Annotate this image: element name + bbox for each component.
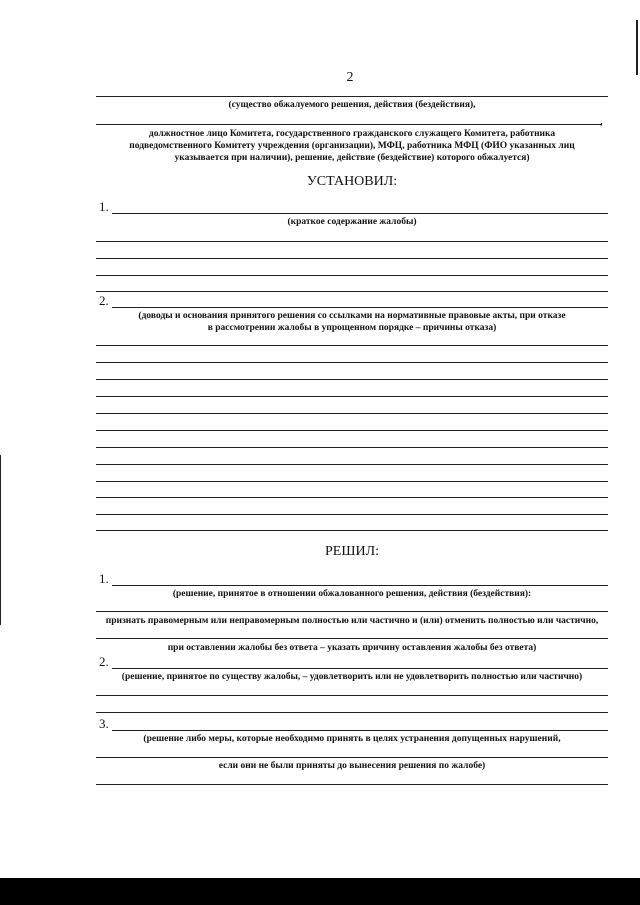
fill-line [112, 213, 608, 214]
decided-item-3-number: 3. [99, 716, 109, 731]
official-caption-line-2: подведомственного Комитету учреждения (организации), МФЦ, работника МФЦ (ФИО указанных лиц [129, 141, 575, 151]
fill-line [96, 712, 608, 713]
scan-edge-right [636, 20, 638, 75]
trailing-comma: , [600, 113, 603, 127]
fill-line [96, 757, 608, 758]
fill-line [96, 275, 608, 276]
fill-line [96, 96, 608, 97]
fill-line [96, 241, 608, 242]
fill-line [96, 530, 608, 531]
fill-line [96, 291, 608, 292]
fill-line [96, 638, 608, 639]
established-item-2-caption-line-2: в рассмотрении жалобы в упрощенном порядке – причины отказа) [207, 323, 497, 333]
established-item-2-number: 2. [99, 293, 109, 308]
fill-line [96, 124, 602, 125]
page-number: 2 [346, 70, 354, 85]
fill-line [112, 585, 608, 586]
decided-item-1-caption: (решение, принятое в отношении обжалованного решения, действия (бездействия): [172, 589, 532, 599]
fill-line [96, 430, 608, 431]
fill-line [112, 668, 608, 669]
decided-heading: РЕШИЛ: [325, 544, 379, 559]
fill-line [96, 464, 608, 465]
fill-line [96, 447, 608, 448]
fill-line [96, 396, 608, 397]
fill-line [96, 611, 608, 612]
decided-item-2-caption: (решение, принятое по существу жалобы, – удовлетворить или не удовлетворить полностью или частично) [121, 672, 583, 682]
established-item-1-number: 1. [99, 199, 109, 214]
established-item-1-caption: (краткое содержание жалобы) [287, 217, 417, 227]
subject-caption: (существо обжалуемого решения, действия (бездействия), [228, 100, 476, 110]
decided-item-2-number: 2. [99, 654, 109, 669]
decided-item-3-caption-line-1: (решение либо меры, которые необходимо принять в целях устранения допущенных нарушений, [143, 734, 561, 744]
decided-item-1-line-2: признать правомерным или неправомерным полностью или частично и (или) отменить полностью или частично, [105, 616, 599, 626]
decided-item-3-caption-line-2: если они не были приняты до вынесения решения по жалобе) [218, 761, 486, 771]
fill-line [96, 413, 608, 414]
established-heading: УСТАНОВИЛ: [306, 174, 398, 189]
fill-line [96, 481, 608, 482]
official-caption-line-1: должностное лицо Комитета, государственного гражданского служащего Комитета, работника [148, 129, 556, 139]
established-item-2-caption-line-1: (доводы и основания принятого решения со ссылками на нормативные правовые акты, при отказе [138, 311, 566, 321]
fill-line [96, 695, 608, 696]
fill-line [112, 307, 608, 308]
fill-line [96, 345, 608, 346]
fill-line [96, 514, 608, 515]
fill-line [96, 379, 608, 380]
decided-item-1-line-3: при оставлении жалобы без ответа – указать причину оставления жалобы без ответа) [167, 643, 537, 653]
fill-line [96, 784, 608, 785]
decided-item-1-number: 1. [99, 571, 109, 586]
official-caption-line-3: указывается при наличии), решение, действие (бездействие) которого обжалуется) [174, 153, 530, 163]
fill-line [112, 730, 608, 731]
fill-line [96, 497, 608, 498]
scan-bottom-band [0, 878, 640, 905]
fill-line [96, 258, 608, 259]
fill-line [96, 362, 608, 363]
scan-edge-left [0, 455, 1, 625]
